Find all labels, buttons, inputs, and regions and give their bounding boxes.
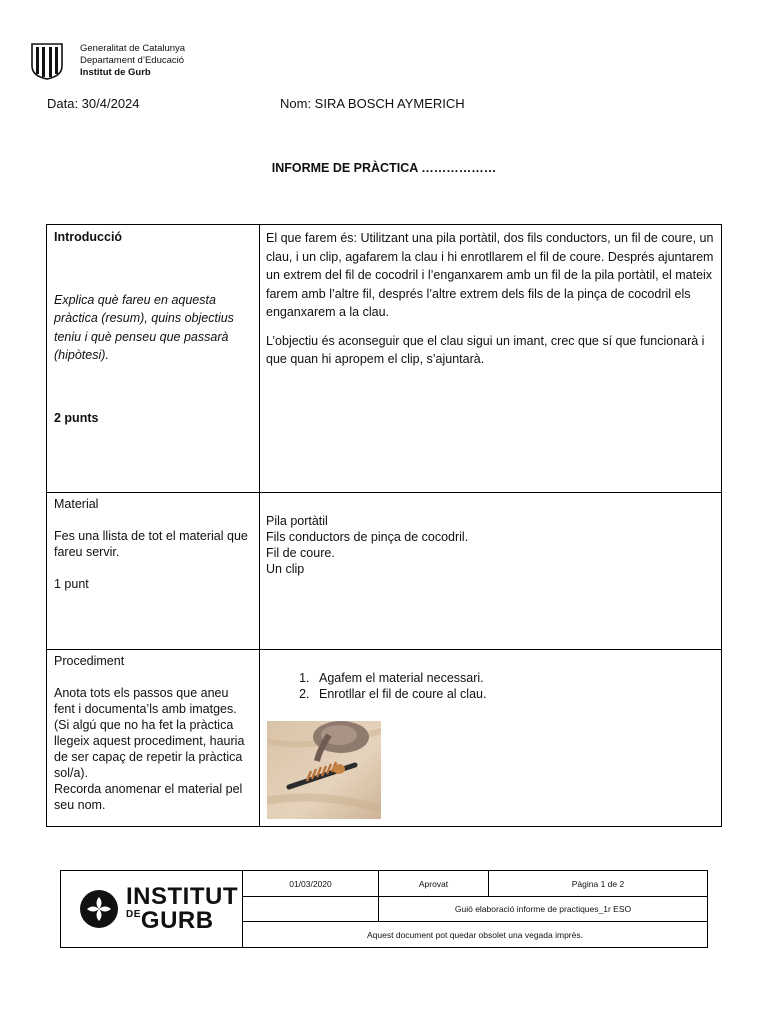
intro-instructions: Explica què fareu en aquesta pràctica (resum), quins objectius teniu i què penseu que passarà (hipòtesi). [54,292,234,362]
coiled-nail-photo [267,721,381,819]
material-item: Fils conductors de pinça de cocodril. [266,530,469,544]
logo-de: DE [126,909,141,920]
intro-instructions-cell [47,225,260,493]
procedure-instructions: Anota tots els passos que aneu fent i documenta’ls amb imatges. (Si algú que no ha fet la pràctica llegeix aquest procediment, hauria de ser capaç de repetir la pràctica sol/a). [54,686,245,780]
logo-line-1: INSTITUT [126,883,238,910]
intro-answer-cell [260,225,722,493]
footer-obsolete-notice: Aquest document pot quedar obsolet una vegada imprès. [367,929,583,940]
footer-status: Aprovat [379,871,489,897]
material-item: Pila portàtil [266,514,328,528]
organization-name [80,43,185,79]
material-answer-cell [260,493,722,650]
report-date: Data: 30/4/2024 [47,96,140,111]
procedure-steps [266,670,715,702]
footer-date: 01/03/2020 [243,871,379,897]
footer-page-number: Pàgina 1 de 2 [489,871,707,897]
student-name: Nom: SIRA BOSCH AYMERICH [280,96,465,111]
material-item: Un clip [266,562,305,576]
org-line-3: Institut de Gurb [80,67,151,78]
material-heading: Material [54,497,99,511]
procedure-step: 2. Enrotllar el fil de coure al clau. [313,686,715,702]
org-line-1: Generalitat de Catalunya [80,43,186,54]
page-header [30,42,185,80]
institut-gurb-logo-icon [79,889,119,929]
document-footer [60,870,708,948]
procedure-answer-cell [260,650,722,827]
material-instructions: Fes una llista de tot el material que fareu servir. [54,529,248,559]
logo-line-2: GURB [140,907,214,934]
material-item: Fil de coure. [266,546,335,560]
institut-gurb-logo [61,871,243,947]
footer-empty-cell [243,897,379,922]
intro-paragraph-1: El que farem és: Utilitzant una pila portàtil, dos fils conductors, un fil de coure, un clau, i un clip, agafarem la clau i hi enrotllarem el fil de coure. Després ajuntarem un extrem del fil de cocodril i l’enganxarem amb un fil de la pila portàtil, el mateix farem amb l’altre fil, després l’altre extrem dels fils de la pinça de cocodril els enganxarem a la clau. [266,231,714,319]
org-line-2: Departament d’Educació [80,55,185,66]
material-row [47,493,722,650]
procedure-instructions-cell [47,650,260,827]
material-instructions-cell [47,493,260,650]
intro-heading: Introducció [54,230,123,244]
footer-document-title: Guió elaboració informe de practiques_1r ESO [379,897,707,922]
report-title: INFORME DE PRÀCTICA ……………… [271,161,497,175]
material-points: 1 punt [54,577,89,591]
procedure-reminder: Recorda anomenar el material pel seu nom. [54,782,243,812]
procedure-heading: Procediment [54,654,125,668]
intro-points: 2 punts [54,410,99,425]
generalitat-seal-icon [30,42,64,80]
intro-paragraph-2: L’objectiu és aconseguir que el clau sigui un imant, crec que sí que funcionarà i que quan hi apropem el clip, s’ajuntarà. [266,333,705,366]
procedure-step: 1. Agafem el material necessari. [313,670,715,686]
procedure-row [47,650,722,827]
intro-row [47,225,722,493]
report-table [46,224,722,827]
